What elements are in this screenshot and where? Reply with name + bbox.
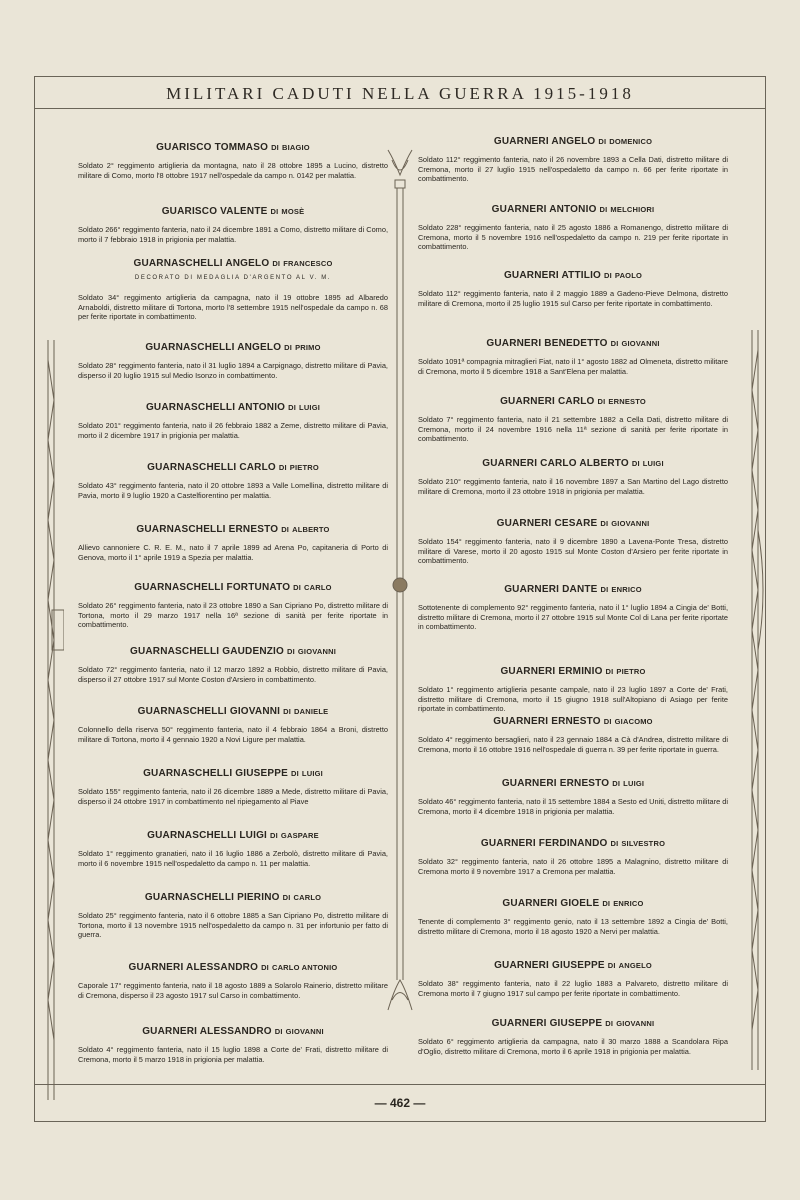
di-label: DI — [597, 397, 606, 406]
entry-text: Colonnello della riserva 50° reggimento fanteria, nato il 4 febbraio 1864 a Broni, distretto militare di Tortona, morto il 4 gennaio 1920 a Novi Ligure per malattia. — [78, 725, 388, 744]
entry-text: Soldato 1091ª compagnia mitraglieri Fiat, nato il 1° agosto 1882 ad Olmeneta, distretto militare di Cremona, morto il 5 dicembre 1918 a Sant'Elena per malattia. — [418, 357, 728, 376]
father-name: ALBERTO — [292, 525, 330, 534]
left-flagpole-decoration — [38, 340, 64, 1100]
entry-name — [418, 960, 728, 971]
surname: GUARNASCHELLI ERNESTO — [136, 524, 279, 535]
entry-name — [418, 270, 728, 281]
father-name: CARLO — [304, 583, 332, 592]
entry-name — [418, 396, 728, 407]
father-name: GIOVANNI — [285, 1027, 324, 1036]
father-name: PIETRO — [616, 667, 646, 676]
entry-name — [78, 142, 388, 153]
entry — [418, 136, 728, 184]
di-label: DI — [291, 769, 299, 778]
entry-text: Soldato 6° reggimento artiglieria da campagna, nato il 30 marzo 1888 a Scandolara Ripa d'Oglio, distretto militare di Cremona, morto il 6 aprile 1918 in prigionia per malattia. — [418, 1037, 728, 1056]
di-label: DI — [607, 961, 616, 970]
entry-name — [78, 206, 388, 217]
entry — [418, 778, 728, 816]
entry-text: Soldato 4° reggimento bersaglieri, nato il 23 gennaio 1884 a Cà d'Andrea, distretto militare di Cremona, morto il 16 ottobre 1916 nell'ospedale di guerra n. 39 per ferite riportate in guerra. — [418, 735, 728, 754]
father-name: ENRICO — [613, 899, 644, 908]
father-name: SILVESTRO — [621, 839, 666, 848]
entry — [418, 518, 728, 566]
entry-name — [78, 646, 388, 657]
di-label: DI — [281, 525, 290, 534]
entry-name — [418, 778, 728, 789]
surname: GUARNERI CARLO ALBERTO — [482, 458, 629, 469]
entry — [418, 458, 728, 496]
father-name: BIAGIO — [281, 143, 310, 152]
surname: GUARNERI DANTE — [504, 584, 598, 595]
surname: GUARNERI GIUSEPPE — [494, 960, 605, 971]
entry-name — [418, 666, 728, 677]
entry — [418, 204, 728, 252]
entry-name — [78, 962, 388, 973]
surname: GUARNERI ALESSANDRO — [142, 1026, 272, 1037]
surname: GUARISCO TOMMASO — [156, 142, 269, 153]
father-name: PAOLO — [614, 271, 643, 280]
entry-text: Soldato 112° reggimento fanteria, nato il 26 novembre 1893 a Cella Dati, distretto militare di Cremona, morto il 27 luglio 1915 nell'ospedaletto da campo n. 66 per ferite riportate in combattimento. — [418, 155, 728, 184]
surname: GUARNERI CARLO — [500, 396, 595, 407]
entry-name — [78, 462, 388, 473]
entry-text: Tenente di complemento 3° reggimento genio, nato il 13 settembre 1892 a Cingia de' Botti, distretto militare di Cremona, morto il 18 agosto 1920 a Nervi per malattia. — [418, 917, 728, 936]
entry-text: Soldato 32° reggimento fanteria, nato il 26 ottobre 1895 a Malagnino, distretto militare di Cremona morto il 9 novembre 1917 a Cremona per malattia. — [418, 857, 728, 876]
entry — [418, 1018, 728, 1056]
entry — [78, 1026, 388, 1064]
entry-name — [78, 342, 388, 353]
father-name: FRANCESCO — [283, 259, 333, 268]
father-name: ERNESTO — [608, 397, 646, 406]
surname: GUARNASCHELLI ANGELO — [145, 342, 282, 353]
father-name: CARLO ANTONIO — [271, 963, 338, 972]
surname: GUARISCO VALENTE — [161, 206, 268, 217]
entry-name — [78, 258, 388, 269]
entry-name — [418, 136, 728, 147]
entry-text: Soldato 43° reggimento fanteria, nato il 20 ottobre 1893 a Valle Lomellina, distretto militare di Pavia, morto il 9 luglio 1920 a Castelfiorentino per malattia. — [78, 481, 388, 500]
entry-text: Soldato 210° reggimento fanteria, nato il 16 novembre 1897 a San Martino del Lago distretto militare di Cremona, morto il 23 ottobre 1918 in prigionia per malattia. — [418, 477, 728, 496]
entry — [78, 768, 388, 806]
entry — [78, 402, 388, 440]
entry-text: Soldato 46° reggimento fanteria, nato il 15 settembre 1884 a Sesto ed Uniti, distretto militare di Cremona, morto il 4 dicembre 1918 in prigionia per malattia. — [418, 797, 728, 816]
entry — [78, 962, 388, 1000]
entry-name — [418, 584, 728, 595]
entry — [418, 898, 728, 936]
entry — [78, 342, 388, 380]
page-title: MILITARI CADUTI NELLA GUERRA 1915-1918 — [166, 84, 634, 103]
surname: GUARNERI ALESSANDRO — [128, 962, 259, 973]
surname: GUARNERI GIUSEPPE — [491, 1018, 603, 1029]
surname: GUARNERI ANTONIO — [491, 204, 597, 215]
di-label: DI — [274, 1027, 283, 1036]
father-name: ENRICO — [611, 585, 642, 594]
di-label: DI — [287, 647, 295, 656]
di-label: DI — [284, 343, 293, 352]
di-label: DI — [278, 463, 287, 472]
right-flagpole-decoration — [742, 330, 768, 1070]
entry-name — [78, 402, 388, 413]
father-name: DOMENICO — [609, 137, 653, 146]
entry-text: Soldato 155° reggimento fanteria, nato il 26 dicembre 1889 a Mede, distretto militare di Pavia, disperso il 24 ottobre 1917 in combattimento nel ripiegamento al Piave — [78, 787, 388, 806]
entry-name — [418, 1018, 728, 1029]
entry — [78, 646, 388, 684]
father-name: GIOVANNI — [621, 339, 660, 348]
di-label: DI — [631, 459, 640, 468]
di-label: DI — [270, 207, 279, 216]
father-name: CARLO — [293, 893, 322, 902]
entry-name — [78, 582, 388, 593]
di-label: DI — [598, 137, 607, 146]
entry — [418, 838, 728, 876]
page-number: — 462 — — [374, 1096, 426, 1110]
di-label: DI — [610, 839, 619, 848]
father-name: DANIELE — [294, 707, 329, 716]
entry-text: Soldato 2° reggimento artiglieria da montagna, nato il 28 ottobre 1895 a Lucino, distretto militare di Como, morto l'8 ottobre 1917 nell'ospedale da campo n. 0142 per malattia. — [78, 161, 388, 180]
surname: GUARNASCHELLI GIUSEPPE — [143, 768, 289, 779]
di-label: DI — [599, 205, 608, 214]
entry-text: Caporale 17° reggimento fanteria, nato il 18 agosto 1889 a Solarolo Rainerio, distretto militare di Cremona, disperso il 23 agosto 1917 sul Carso in combattimento. — [78, 981, 388, 1000]
entry-name — [78, 892, 388, 903]
entry-text: Soldato 38° reggimento fanteria, nato il 22 luglio 1883 a Palvareto, distretto militare di Cremona morto il 7 giugno 1917 sul campo per ferite riportate in combattimento. — [418, 979, 728, 998]
entry — [78, 830, 388, 868]
entry-name — [418, 338, 728, 349]
entry-name — [78, 830, 388, 841]
entry — [78, 258, 388, 322]
entry-name — [418, 898, 728, 909]
entry-text: Soldato 112° reggimento fanteria, nato il 2 maggio 1889 a Gadeno-Pieve Delmona, distretto militare di Cremona, morto il 25 luglio 1915 sul Carso per ferite riportate in combattimento. — [418, 289, 728, 308]
surname: GUARNERI GIOELE — [502, 898, 600, 909]
entry — [78, 462, 388, 500]
di-label: DI — [288, 403, 297, 412]
surname: GUARNASCHELLI GAUDENZIO — [129, 646, 285, 657]
header-rule — [34, 108, 766, 109]
di-label: DI — [271, 143, 279, 152]
entry — [418, 270, 728, 308]
entry-text: Sottotenente di complemento 92° reggimento fanteria, nato il 1° luglio 1894 a Cingia de' Botti, distretto militare di Cremona, morto il 27 ottobre 1915 sul Monte Col di Lana per ferite riportate in combattimento. — [418, 603, 728, 632]
surname: GUARNERI ATTILIO — [503, 270, 602, 281]
center-ornament-column — [384, 130, 416, 1030]
entry — [78, 706, 388, 744]
di-label: DI — [283, 707, 292, 716]
di-label: DI — [602, 899, 611, 908]
entry-text: Soldato 4° reggimento fanteria, nato il 15 luglio 1898 a Corte de' Frati, distretto militare di Cremona, morto il 5 marzo 1918 in prigionia per malattia. — [78, 1045, 388, 1064]
surname: GUARNERI BENEDETTO — [486, 338, 608, 349]
father-name: GIOVANNI — [297, 647, 337, 656]
di-label: DI — [261, 963, 269, 972]
entry-text: Soldato 28° reggimento fanteria, nato il 31 luglio 1894 a Carpignago, distretto militare di Pavia, disperso il 20 luglio 1915 sul Medio Isonzo in combattimento. — [78, 361, 388, 380]
father-name: PRIMO — [295, 343, 321, 352]
entry-text: Soldato 72° reggimento fanteria, nato il 12 marzo 1892 a Robbio, distretto militare di Pavia, disperso il 27 ottobre 1917 sul Monte Coston d'Arsiero in combattimento. — [78, 665, 388, 684]
di-label: DI — [270, 831, 278, 840]
di-label: DI — [610, 339, 619, 348]
surname: GUARNASCHELLI FORTUNATO — [134, 582, 291, 593]
entry-text: Soldato 154° reggimento fanteria, nato il 9 dicembre 1890 a Lavena-Ponte Tresa, distretto militare di Varese, morto il 20 agosto 1915 sul Monte Coston d'Arsiero per ferite riportate in combattimento. — [418, 537, 728, 566]
entry — [78, 206, 388, 244]
surname: GUARNASCHELLI ANTONIO — [145, 402, 286, 413]
father-name: GASPARE — [280, 831, 319, 840]
surname: GUARNASCHELLI ANGELO — [133, 258, 270, 269]
entry-text: Soldato 26° reggimento fanteria, nato il 23 ottobre 1890 a San Cipriano Po, distretto militare di Tortona, morto il 29 marzo 1917 nella 16ª sezione di sanità per ferite riportate in combattimento. — [78, 601, 388, 630]
father-name: LUIGI — [642, 459, 664, 468]
di-label: DI — [293, 583, 302, 592]
father-name: MOSÈ — [281, 207, 305, 216]
entry — [418, 960, 728, 998]
entry — [418, 396, 728, 444]
surname: GUARNERI ERNESTO — [501, 778, 610, 789]
entry-name — [418, 838, 728, 849]
entry-name — [418, 204, 728, 215]
father-name: ANGELO — [618, 961, 652, 970]
entry-text: Soldato 1° reggimento granatieri, nato il 16 luglio 1886 a Zerbolò, distretto militare di Pavia, morto il 6 novembre 1915 nell'ospedaletto da campo n. 11 per malattia. — [78, 849, 388, 868]
entry — [418, 584, 728, 632]
entry-text: Soldato 7° reggimento fanteria, nato il 21 settembre 1882 a Cella Dati, distretto militare di Cremona, morto il 24 novembre 1916 nella 11ª sezione di sanità per ferite riportate in combattimento. — [418, 415, 728, 444]
entry-name — [418, 458, 728, 469]
footer-rule — [34, 1084, 766, 1085]
entry — [78, 892, 388, 940]
father-name: GIACOMO — [614, 717, 653, 726]
entry-name — [418, 518, 728, 529]
surname: GUARNERI ANGELO — [493, 136, 596, 147]
di-label: DI — [605, 1019, 614, 1028]
entry-text: Soldato 25° reggimento fanteria, nato il 6 ottobre 1885 a San Cipriano Po, distretto militare di Tortona, morto il 13 novembre 1915 nell'ospedaletto da campo n. 31 per infortunio per fatto di guerra. — [78, 911, 388, 940]
di-label: DI — [605, 667, 614, 676]
father-name: LUIGI — [623, 779, 645, 788]
entry — [418, 716, 728, 754]
di-label: DI — [612, 779, 621, 788]
entry-text: Soldato 1° reggimento artiglieria pesante campale, nato il 23 luglio 1897 a Corte de' Frati, distretto militare di Cremona, morto il 15 giugno 1918 sull'Altopiano di Asiago per ferite riportate in combattimento. — [418, 685, 728, 714]
surname: GUARNERI FERDINANDO — [480, 838, 608, 849]
di-label: DI — [600, 585, 609, 594]
entry — [418, 666, 728, 714]
decoration-subtitle: DECORATO DI MEDAGLIA D'ARGENTO AL V. M. — [134, 275, 332, 281]
di-label: DI — [600, 519, 609, 528]
entry-name — [78, 706, 388, 717]
entry-text: Soldato 266° reggimento fanteria, nato il 24 dicembre 1891 a Como, distretto militare di Como, morto il 7 febbraio 1918 in prigionia per malattia. — [78, 225, 388, 244]
surname: GUARNERI ERMINIO — [500, 666, 603, 677]
father-name: GIOVANNI — [616, 1019, 655, 1028]
entry-text: Allievo cannoniere C. R. E. M., nato il 7 aprile 1899 ad Arena Po, capitaneria di Porto di Genova, morto il 1° aprile 1919 a Spezia per malattia. — [78, 543, 388, 562]
father-name: GIOVANNI — [611, 519, 650, 528]
surname: GUARNASCHELLI LUIGI — [147, 830, 268, 841]
entry — [78, 582, 388, 630]
father-name: PIETRO — [289, 463, 319, 472]
entry-text: Soldato 201° reggimento fanteria, nato il 26 febbraio 1882 a Zeme, distretto militare di Pavia, morto il 2 dicembre 1917 in prigionia per malattia. — [78, 421, 388, 440]
di-label: DI — [604, 271, 612, 280]
surname: GUARNASCHELLI GIOVANNI — [137, 706, 281, 717]
di-label: DI — [272, 259, 281, 268]
surname: GUARNASCHELLI CARLO — [147, 462, 276, 473]
father-name: LUIGI — [299, 403, 321, 412]
entry-text: Soldato 228° reggimento fanteria, nato il 25 agosto 1886 a Romanengo, distretto militare di Cremona, morto il 5 novembre 1916 nell'ospedaletto da campo n. 219 per ferite riportate in combattimento. — [418, 223, 728, 252]
di-label: DI — [282, 893, 291, 902]
entry — [418, 338, 728, 376]
surname: GUARNERI CESARE — [496, 518, 598, 529]
father-name: LUIGI — [301, 769, 323, 778]
di-label: DI — [603, 717, 612, 726]
entry-name — [418, 716, 728, 727]
entry — [78, 524, 388, 562]
surname: GUARNASCHELLI PIERINO — [144, 892, 280, 903]
entry-name — [78, 1026, 388, 1037]
entry-text: Soldato 34° reggimento artiglieria da campagna, nato il 19 ottobre 1895 ad Albaredo Arnaboldi, distretto militare di Tortona, morto l'8 settembre 1915 nell'ospedale da campo n. 68 per ferite riportate in combattimento. — [78, 293, 388, 322]
entry-name — [78, 768, 388, 779]
entry — [78, 142, 388, 180]
entry-name — [78, 524, 388, 535]
surname: GUARNERI ERNESTO — [493, 716, 601, 727]
father-name: MELCHIORI — [610, 205, 655, 214]
